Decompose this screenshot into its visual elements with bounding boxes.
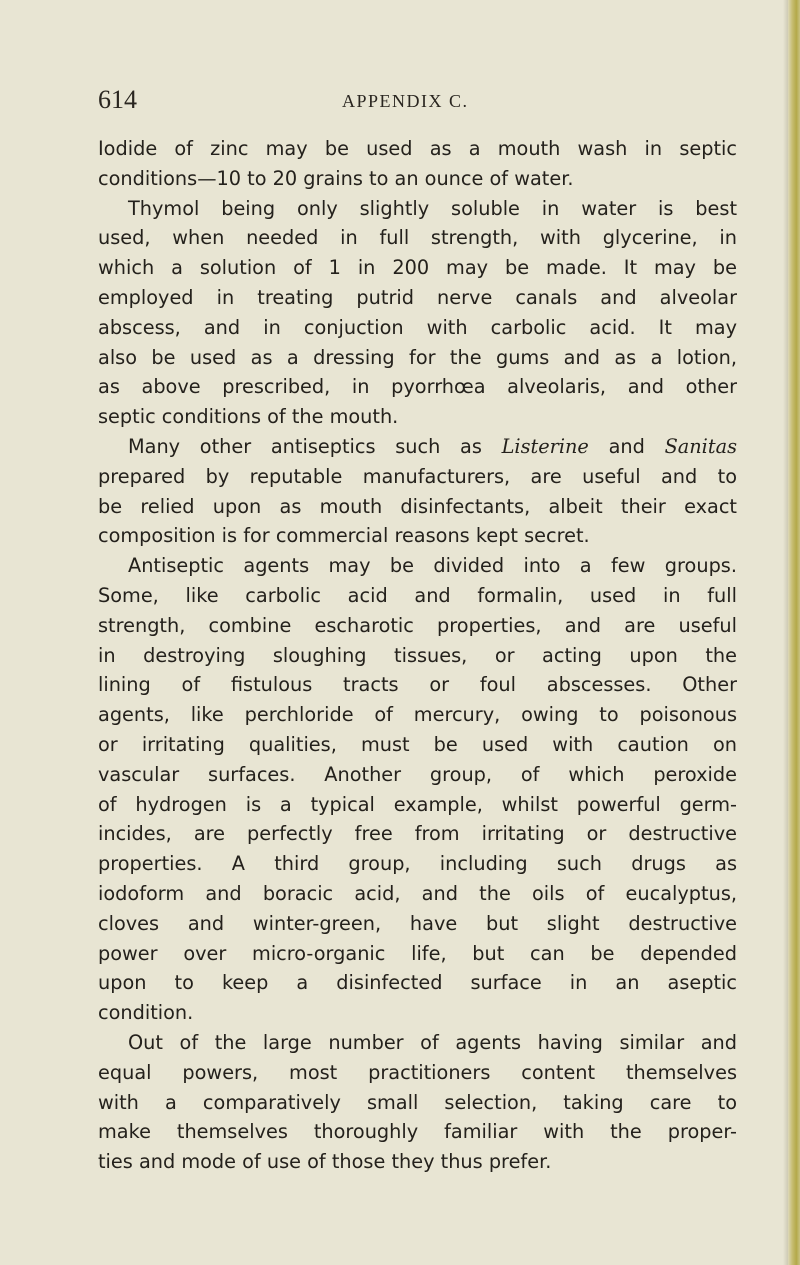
text-line: vascular surfaces. Another group, of which peroxide xyxy=(98,762,737,786)
text-line: with a comparatively small selection, taking care to xyxy=(98,1090,737,1114)
text-line: Iodide of zinc may be used as a mouth wash in septic xyxy=(98,137,737,160)
text-line: cloves and winter-green, have but slight destructive xyxy=(98,911,737,935)
text-line: ties and mode of use of those they thus prefer. xyxy=(98,1150,552,1174)
text-line: agents, like perchloride of mercury, owing to poisonous xyxy=(98,703,737,727)
text-line: lining of fistulous tracts or foul abscesses. Other xyxy=(98,673,737,697)
text-line: of hydrogen is a typical example, whilst powerful germ- xyxy=(98,792,737,816)
text-line: in destroying sloughing tissues, or acting upon the xyxy=(98,643,737,667)
text-line: power over micro-organic life, but can be depended xyxy=(98,941,737,965)
text-line: also be used as a dressing for the gums and as a lotion, xyxy=(98,345,737,369)
italic-term-listerine: Listerine xyxy=(501,434,589,458)
text-segment: and xyxy=(588,434,665,458)
text-line: strength, combine escharotic properties, and are useful xyxy=(98,613,737,637)
text-line: equal powers, most practitioners content themselves xyxy=(98,1060,737,1084)
text-line: Out of the large number of agents having similar and xyxy=(128,1030,737,1054)
text-line: Antiseptic agents may be divided into a few groups. xyxy=(128,554,737,578)
text-segment: Many other antiseptics such as xyxy=(128,434,502,458)
text-line: prepared by reputable manufacturers, are useful and to xyxy=(98,464,737,488)
running-head: APPENDIX C. xyxy=(342,91,469,111)
text-line: make themselves thoroughly familiar with the proper- xyxy=(98,1120,737,1144)
text-line: upon to keep a disinfected surface in an aseptic xyxy=(98,971,737,995)
page-header xyxy=(98,83,738,123)
text-line: which a solution of 1 in 200 may be made. It may be xyxy=(98,256,737,280)
text-line: used, when needed in full strength, with glycerine, in xyxy=(98,226,737,250)
body-text xyxy=(98,134,737,1177)
text-line: composition is for commercial reasons kept secret. xyxy=(98,524,590,548)
text-line: as above prescribed, in pyorrhœa alveolaris, and other xyxy=(98,375,737,399)
text-line: properties. A third group, including such drugs as xyxy=(98,852,737,876)
text-line: or irritating qualities, must be used with caution on xyxy=(98,732,737,756)
italic-term-sanitas: Sanitas xyxy=(664,434,737,458)
text-line: abscess, and in conjuction with carbolic acid. It may xyxy=(98,315,737,339)
text-line xyxy=(98,432,737,462)
page-number: 614 xyxy=(98,85,137,114)
text-line: Thymol being only slightly soluble in water is best xyxy=(128,196,737,220)
text-line: Some, like carbolic acid and formalin, used in full xyxy=(98,583,737,607)
text-line: employed in treating putrid nerve canals and alveolar xyxy=(98,285,737,309)
text-line: conditions—10 to 20 grains to an ounce of water. xyxy=(98,166,574,190)
text-line: septic conditions of the mouth. xyxy=(98,405,399,429)
text-line: iodoform and boracic acid, and the oils of eucalyptus, xyxy=(98,881,737,905)
text-line: be relied upon as mouth disinfectants, albeit their exact xyxy=(98,494,737,518)
text-line: condition. xyxy=(98,1001,194,1025)
page-edge xyxy=(788,0,800,1265)
text-line: incides, are perfectly free from irritating or destructive xyxy=(98,822,737,846)
